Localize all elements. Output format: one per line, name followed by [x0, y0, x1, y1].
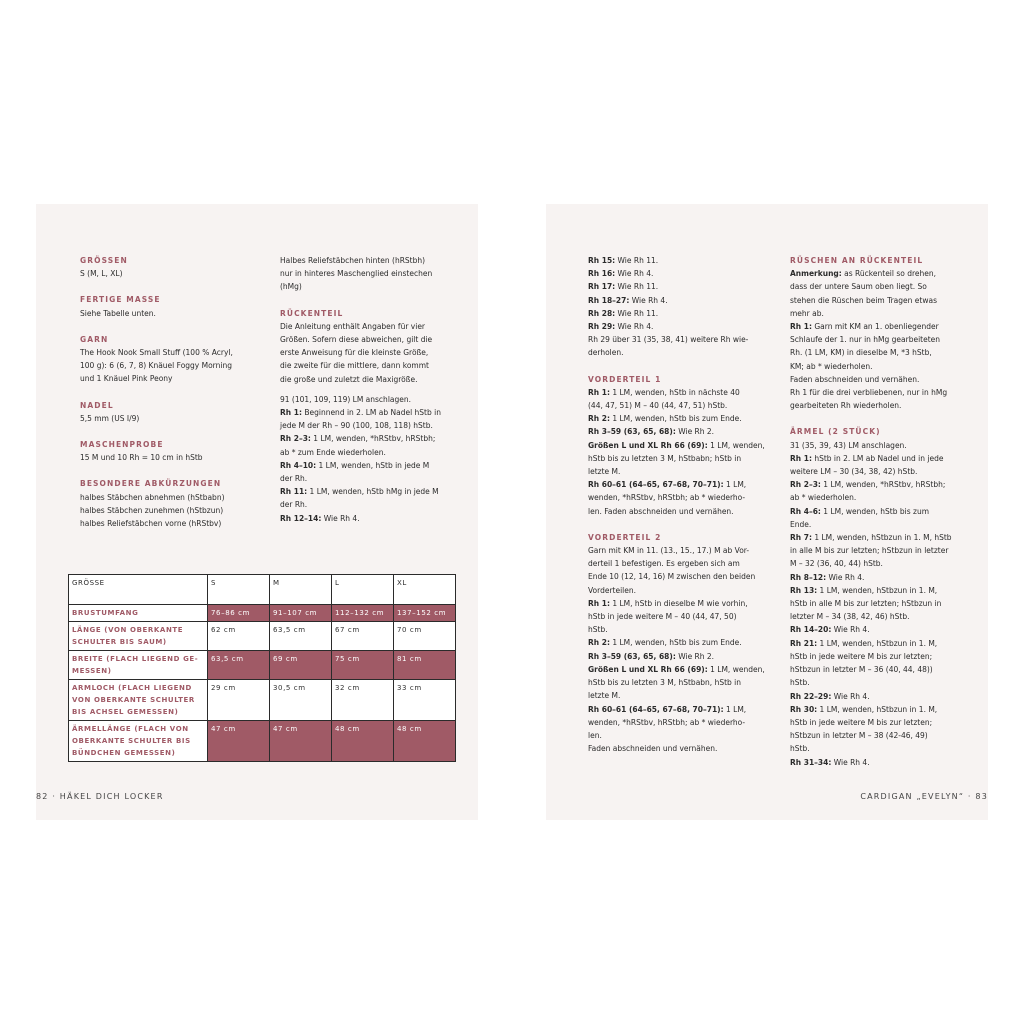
instruction-row [588, 280, 784, 293]
section-heading: GRÖSSEN [80, 256, 128, 265]
table-row [69, 651, 456, 680]
table-row-label: BRUSTUMFANG [69, 605, 208, 622]
table-cell: 47 cm [208, 721, 270, 762]
instruction-row [280, 512, 470, 525]
table-row [69, 721, 456, 762]
row-text: Rh 29 über 31 (35, 38, 41) weitere Rh wie- derholen. [588, 335, 749, 358]
instruction-row [790, 267, 986, 320]
row-text: Garn mit KM in 11. (13., 15., 17.) M ab Vor- derteil 1 befestigen. Es ergeben sich am Ende 10 (12, 14, 16) M zwischen den beiden Vorderteilen. [588, 546, 756, 595]
instruction-row [280, 432, 470, 458]
row-text: as Rückenteil so drehen, dass der untere Saum oben liegt. So stehen die Rüschen beim Tragen etwas mehr ab. [790, 269, 937, 318]
instruction-row [790, 703, 986, 756]
row-label: Rh 28: [588, 308, 616, 318]
row-text: 1 LM, wenden, hStb in nächste 40 (44, 47, 51) M – 40 (44, 47, 51) hStb. [588, 387, 740, 411]
row-text: 1 LM, wenden, hStb in jede M der Rh. [280, 460, 430, 484]
table-cell: 33 cm [394, 680, 456, 721]
row-text: Rh 1 für die drei verbliebenen, nur in hMg gearbeiteten Rh wiederholen. [790, 388, 948, 411]
table-cell: 76–86 cm [208, 605, 270, 622]
row-text: Wie Rh 4. [321, 513, 360, 523]
right-column-2 [790, 254, 986, 769]
table-cell: 137–152 cm [394, 605, 456, 622]
row-label: Rh 21: [790, 638, 818, 648]
table-row-label: ARMLOCH (FLACH LIEGEND VON OBERKANTE SCHULTER BIS ACHSEL GEMESSEN) [69, 680, 208, 721]
right-page [546, 204, 988, 820]
table-cell: 62 cm [208, 622, 270, 651]
row-text: Wie Rh 4. [831, 691, 870, 701]
instruction-row [790, 623, 986, 636]
instruction-row [280, 406, 470, 432]
row-label: Rh 8–12: [790, 572, 827, 582]
table-header-cell: S [208, 575, 270, 605]
table-cell: 75 cm [332, 651, 394, 680]
instruction-row [588, 386, 784, 412]
row-label: Anmerkung: [790, 269, 842, 279]
instruction-row [790, 452, 986, 478]
table-cell: 48 cm [332, 721, 394, 762]
instruction-row [790, 439, 986, 452]
table-row-label: ÄRMELLÄNGE (FLACH VON OBERKANTE SCHULTER BIS BÜNDCHEN GEMESSEN) [69, 721, 208, 762]
row-label: Größen L und XL Rh 66 (69): [588, 440, 708, 450]
row-label: Rh 2–3: [790, 480, 821, 490]
row-text: Wie Rh 4. [615, 322, 654, 332]
instruction-row [588, 703, 784, 756]
row-label: Rh 16: [588, 269, 616, 279]
row-label: Rh 15: [588, 256, 616, 265]
section-heading: MASCHENPROBE [80, 440, 164, 450]
table-cell: 69 cm [270, 651, 332, 680]
row-text: 1 LM, wenden, hStb bis zum Ende. [790, 506, 930, 529]
row-text: 1 LM, wenden, hStbzun in 1. M, hStb in alle M bis zur letzten; hStbzun in letzter M – 32 (36, 40, 44) hStb. [790, 533, 952, 569]
table-cell: 70 cm [394, 622, 456, 651]
measurements-table [68, 574, 456, 762]
row-text: 1 LM, wenden, hStb bis zu letzten 3 M, hStbabn; hStb in letzte M. [588, 440, 765, 477]
cast-on-text: 91 (101, 109, 119) LM anschlagen. [280, 394, 412, 404]
table-header-cell: L [332, 575, 394, 605]
row-text: 1 LM, wenden, hStb bis zum Ende. [609, 414, 742, 424]
right-column-1 [588, 254, 784, 755]
section-heading-aermel: ÄRMEL (2 STÜCK) [790, 427, 881, 437]
row-text: 1 LM, wenden, *hRStbv, hRStbh; ab * wiederholen. [790, 480, 946, 503]
table-row-label: LÄNGE (VON OBERKANTE SCHULTER BIS SAUM) [69, 622, 208, 651]
row-text: 1 LM, wenden, hStb bis zu letzten 3 M, hStbabn, hStb in letzte M. [588, 664, 765, 701]
section-heading: FERTIGE MASSE [80, 295, 161, 305]
table-row-label: BREITE (FLACH LIEGEND GE- MESSEN) [69, 651, 208, 680]
size-instructions: Die Anleitung enthält Angaben für vier Größen. Sofern diese abweichen, gilt die erste Anweisung für die kleinste Größe, die zweite für die mittlere, dann kommt die große und zuletzt die Maxigröße. [280, 321, 433, 384]
table-cell: 112–132 cm [332, 605, 394, 622]
instruction-row [790, 637, 986, 690]
section-heading: NADEL [80, 400, 114, 410]
row-text: Wie Rh 4. [629, 295, 668, 305]
row-text: Wie Rh 11. [615, 308, 659, 318]
row-label: Größen L und XL Rh 66 (69): [588, 664, 708, 674]
instruction-row [790, 531, 986, 571]
vorderteil-1-rows [588, 386, 784, 518]
table-cell: 63,5 cm [208, 651, 270, 680]
table-row [69, 680, 456, 721]
left-page [36, 204, 478, 820]
table-cell: 91–107 cm [270, 605, 332, 622]
instruction-row [790, 690, 986, 703]
instruction-row [280, 459, 470, 485]
table-header-cell: GRÖSSE [69, 575, 208, 605]
instruction-row [790, 478, 986, 504]
table-cell: 29 cm [208, 680, 270, 721]
table-header-cell: M [270, 575, 332, 605]
row-text: Wie Rh 2. [675, 651, 715, 661]
rueschen-rows [790, 267, 986, 412]
row-label: Rh 18–27: [588, 295, 630, 305]
table-cell: 48 cm [394, 721, 456, 762]
instruction-row [588, 320, 784, 333]
row-label: Rh 12–14: [280, 513, 322, 523]
instruction-row [790, 571, 986, 584]
table-cell: 47 cm [270, 721, 332, 762]
row-text: 1 LM, wenden, hStbzun in 1. M, hStb in alle M bis zur letzten; hStbzun in letzter M – 34 (38, 42, 46) hStb. [790, 585, 942, 622]
section-heading-rueckenteil: RÜCKENTEIL [280, 308, 344, 318]
vorderteil-2-rows [588, 544, 784, 755]
row-text: 1 LM, wenden, hStb bis zum Ende. [609, 638, 742, 648]
section-heading: BESONDERE ABKÜRZUNGEN [80, 479, 222, 489]
row-text: 1 LM, wenden, *hRStbv, hRStbh; ab * wiederho- len. Faden abschneiden und vernähen. [588, 704, 747, 754]
left-page-footer: 82 · HÄKEL DICH LOCKER [36, 792, 164, 801]
instruction-row [790, 386, 986, 412]
section-heading-rueschen: RÜSCHEN AN RÜCKENTEIL [790, 256, 924, 265]
row-text: Wie Rh 11. [615, 256, 659, 265]
left-column-2 [280, 254, 470, 525]
row-text: 1 LM, wenden, hStb hMg in jede M der Rh. [280, 487, 439, 510]
instruction-row [588, 439, 784, 479]
table-cell: 67 cm [332, 622, 394, 651]
instruction-row [588, 333, 784, 359]
row-text: 1 LM, hStb in dieselbe M wie vorhin, hStb in jede weitere M – 40 (44, 47, 50) hStb. [588, 598, 748, 635]
row-label: Rh 60–61 (64–65, 67–68, 70–71): [588, 704, 724, 714]
aermel-rows [790, 439, 986, 769]
left-column-1 [80, 254, 270, 530]
row-label: Rh 2–3: [280, 434, 311, 444]
row-label: Rh 2: [588, 638, 610, 648]
instruction-row [280, 485, 470, 511]
row-text: Garn mit KM an 1. obenliegender Schlaufe der 1. nur in hMg gearbeiteten Rh. (1 LM, KM) in dieselbe M, *3 hStb, KM; ab * wiederholen. Faden abschneiden und vernähen. [790, 322, 941, 384]
table-row [69, 622, 456, 651]
instruction-row [588, 597, 784, 637]
instruction-row [588, 425, 784, 438]
row-label: Rh 1: [588, 387, 610, 397]
row-label: Rh 14–20: [790, 625, 832, 635]
section-heading-vorderteil-1: VORDERTEIL 1 [588, 374, 662, 384]
row-label: Rh 1: [790, 453, 812, 463]
hrstbh-definition: Halbes Reliefstäbchen hinten (hRStbh) nur in hinteres Maschenglied einstechen (hMg) [280, 256, 433, 292]
instruction-row [588, 294, 784, 307]
row-label: Rh 29: [588, 322, 616, 332]
row-text: Wie Rh 4. [826, 572, 865, 582]
row-label: Rh 4–10: [280, 460, 317, 470]
row-text: Wie Rh 4. [615, 269, 654, 279]
instruction-row [588, 544, 784, 597]
row-label: Rh 2: [588, 414, 610, 424]
section-text: 5,5 mm (US I/9) [80, 413, 140, 423]
row-label: Rh 11: [280, 487, 308, 497]
row-text: 1 LM, wenden, hStbzun in 1. M, hStb in jede weitere M bis zur letzten; hStbzun in letzter M – 36 (40, 44, 48)) hStb. [790, 638, 938, 688]
table-cell: 32 cm [332, 680, 394, 721]
row-label: Rh 4–6: [790, 506, 821, 516]
row-label: Rh 60–61 (64–65, 67–68, 70–71): [588, 480, 724, 490]
row-text: 1 LM, wenden, *hRStbv, hRStbh; ab * zum Ende wiederholen. [280, 434, 436, 457]
row-text: 1 LM, wenden, *hRStbv, hRStbh; ab * wiederho- len. Faden abschneiden und vernähen. [588, 480, 747, 516]
table-cell: 30,5 cm [270, 680, 332, 721]
row-text: 1 LM, wenden, hStbzun in 1. M, hStb in jede weitere M bis zur letzten; hStbzun in letzter M – 38 (42-46, 49) hStb. [790, 704, 938, 754]
instruction-row [588, 267, 784, 280]
row-label: Rh 31–34: [790, 757, 832, 767]
instruction-row [588, 650, 784, 663]
row-label: Rh 22–29: [790, 691, 832, 701]
table-cell: 81 cm [394, 651, 456, 680]
row-label: Rh 1: [280, 408, 302, 418]
rueckenteil-rows-continued [588, 254, 784, 360]
section-text: 15 M und 10 Rh = 10 cm in hStb [80, 453, 203, 463]
row-text: Wie Rh 4. [831, 625, 870, 635]
section-text: Siehe Tabelle unten. [80, 308, 156, 318]
table-header-row [69, 575, 456, 605]
table-cell: 63,5 cm [270, 622, 332, 651]
section-text: halbes Stäbchen abnehmen (hStbabn) halbes Stäbchen zunehmen (hStbzun) halbes Reliefstäbchen vorne (hRStbv) [80, 492, 225, 529]
row-text: Wie Rh 2. [675, 427, 715, 437]
instruction-row [790, 320, 986, 386]
row-label: Rh 3–59 (63, 65, 68): [588, 651, 676, 661]
instruction-row [790, 584, 986, 624]
instruction-row [790, 505, 986, 531]
instruction-row [588, 254, 784, 267]
table-header-cell: XL [394, 575, 456, 605]
row-text: Wie Rh 11. [615, 282, 659, 292]
row-text: 31 (35, 39, 43) LM anschlagen. [790, 440, 907, 450]
row-text: hStb in 2. LM ab Nadel und in jede weitere LM – 30 (34, 38, 42) hStb. [790, 453, 944, 477]
row-label: Rh 13: [790, 585, 818, 595]
row-label: Rh 3–59 (63, 65, 68): [588, 427, 676, 437]
instruction-row [588, 307, 784, 320]
row-text: Wie Rh 4. [831, 757, 870, 767]
row-label: Rh 1: [790, 322, 812, 332]
section-text: S (M, L, XL) [80, 269, 123, 279]
row-label: Rh 30: [790, 704, 818, 714]
instruction-row [588, 412, 784, 425]
row-label: Rh 1: [588, 598, 610, 608]
instruction-row [588, 636, 784, 649]
row-label: Rh 7: [790, 533, 812, 543]
row-label: Rh 17: [588, 282, 616, 292]
section-text: The Hook Nook Small Stuff (100 % Acryl, 100 g): 6 (6, 7, 8) Knäuel Foggy Morning und 1 Knäuel Pink Peony [80, 348, 233, 384]
right-page-footer: CARDIGAN „EVELYN“ · 83 [860, 792, 988, 801]
row-text: Beginnend in 2. LM ab Nadel hStb in jede M der Rh – 90 (100, 108, 118) hStb. [280, 408, 441, 431]
section-heading: GARN [80, 334, 109, 344]
instruction-row [790, 756, 986, 769]
section-heading-vorderteil-2: VORDERTEIL 2 [588, 532, 662, 542]
rueckenteil-rows [280, 406, 470, 525]
table-row [69, 605, 456, 622]
instruction-row [588, 663, 784, 703]
instruction-row [588, 478, 784, 518]
